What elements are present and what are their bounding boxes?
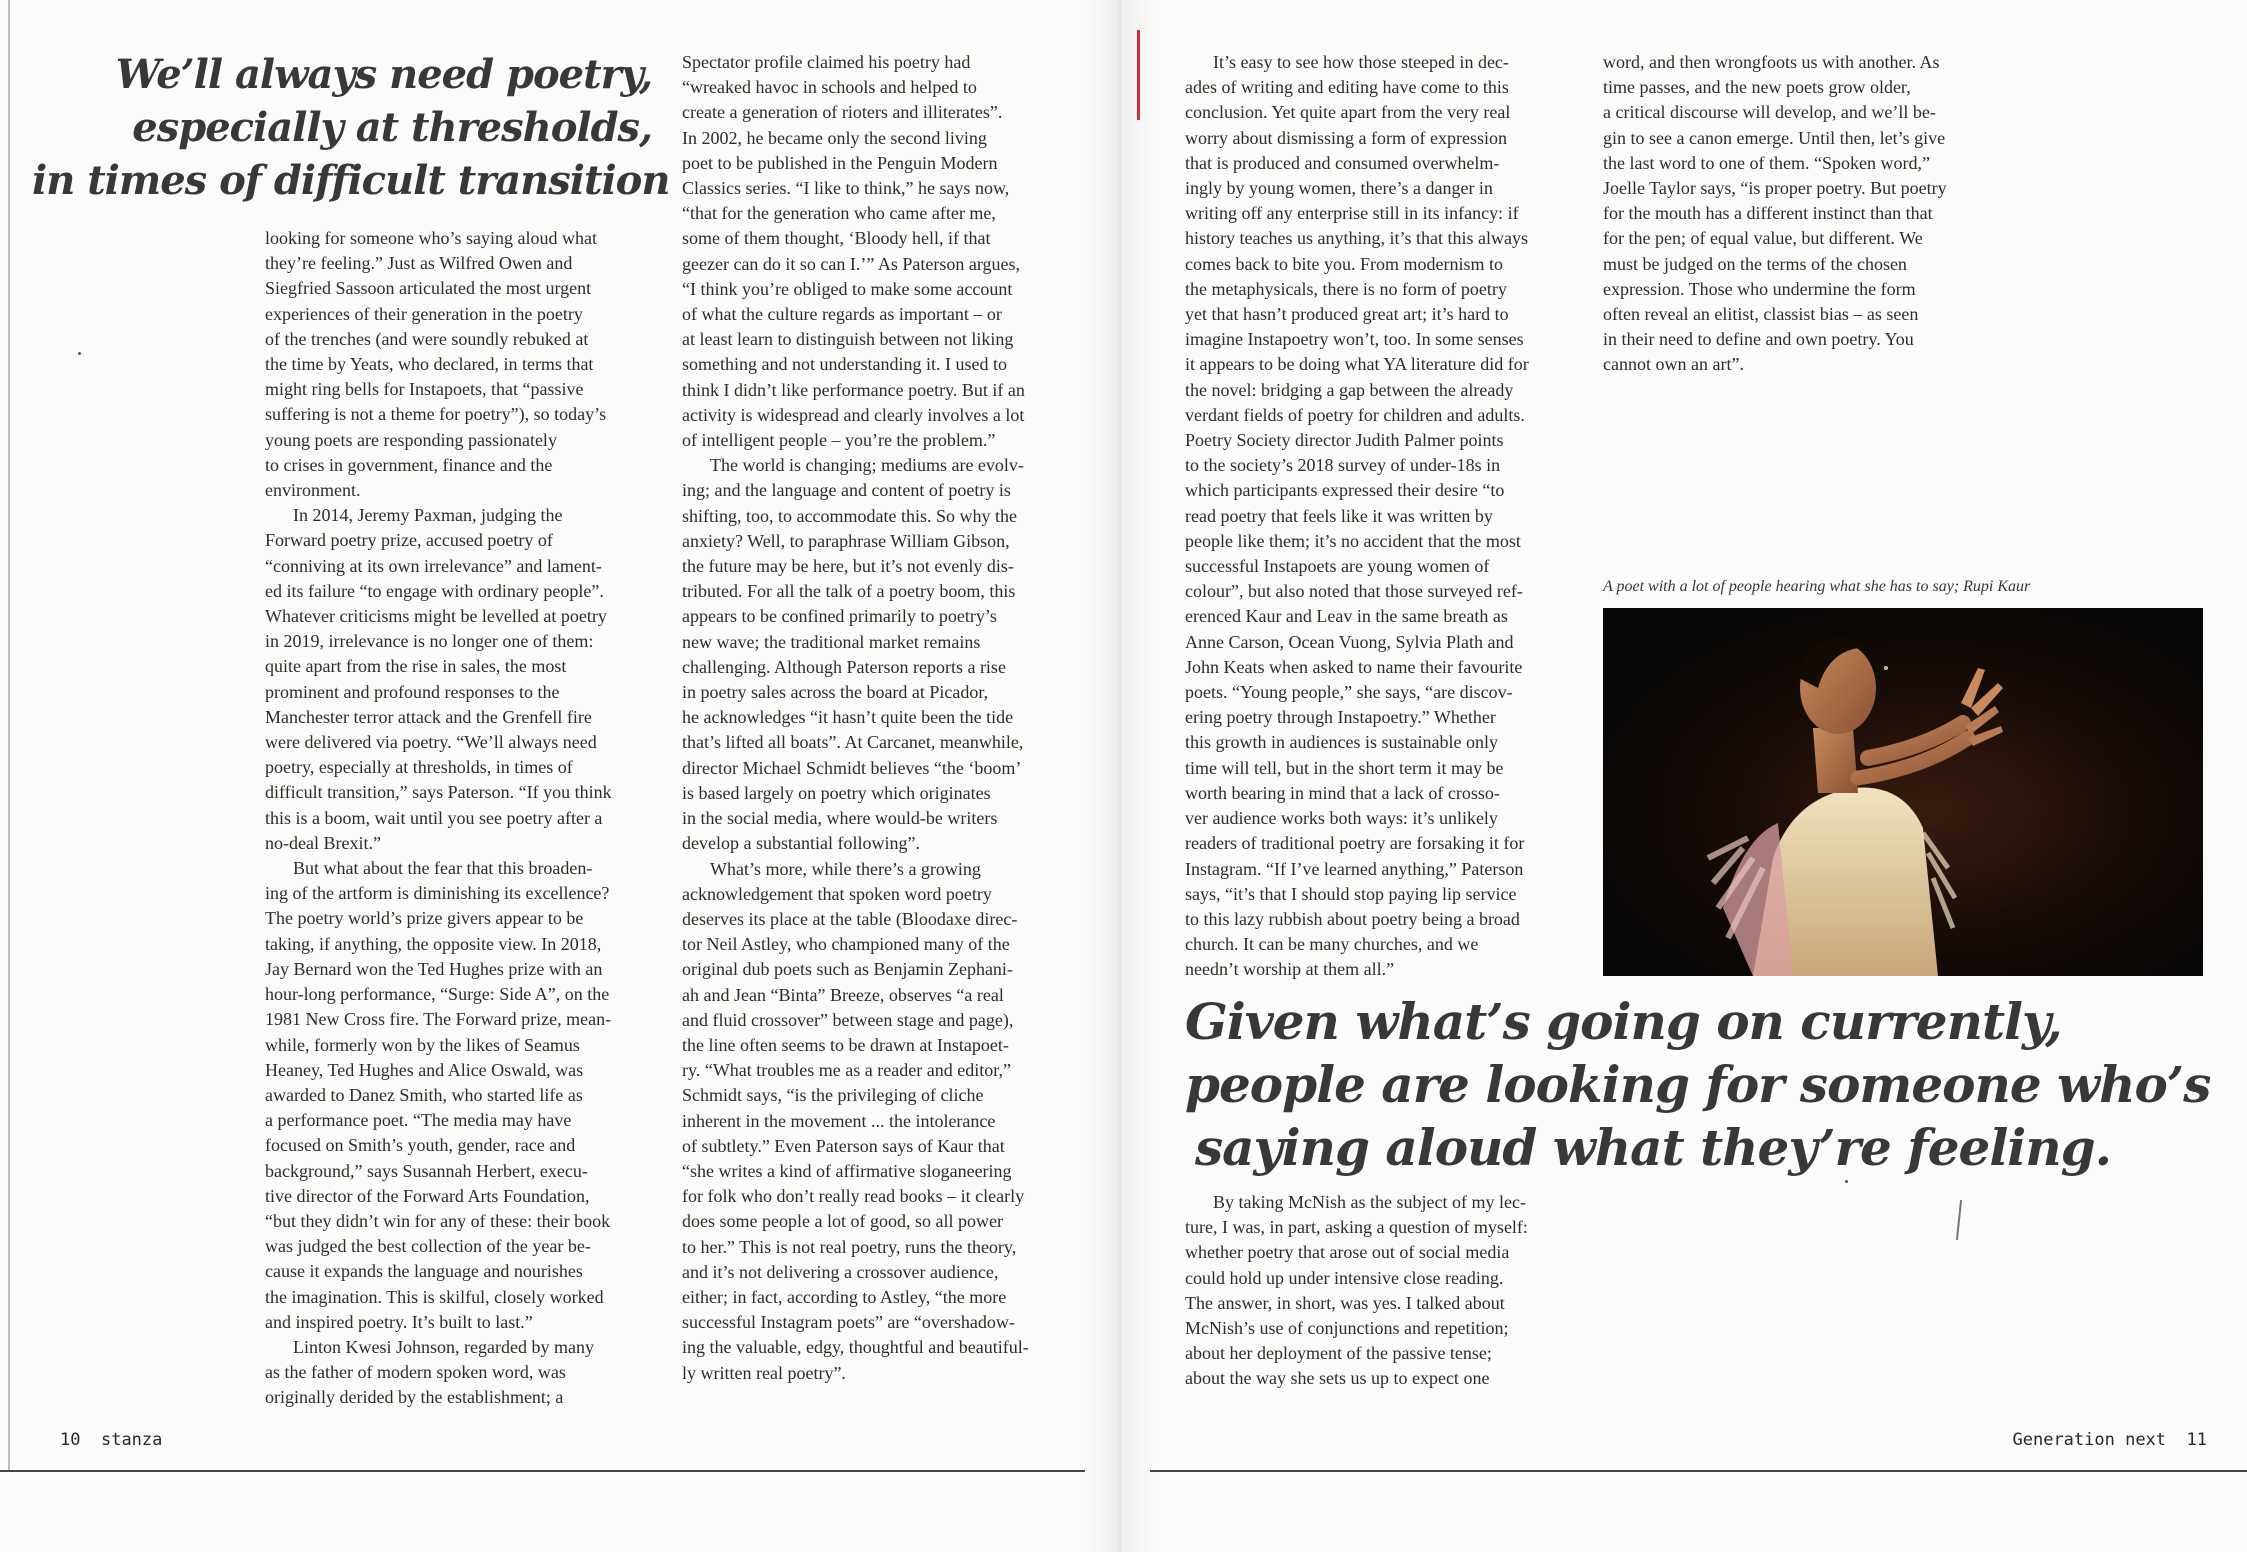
text-line: ly written real poetry”. (682, 1362, 846, 1383)
text-line: the time by Yeats, who declared, in terms that (265, 354, 594, 375)
text-line: for folk who don’t really read books – it clearly (682, 1186, 1025, 1207)
text-line: that’s lifted all boats”. At Carcanet, meanwhile, (682, 732, 1024, 753)
text-line: while, formerly won by the likes of Seamus (265, 1034, 580, 1055)
text-line: of intelligent people – you’re the problem.” (682, 430, 996, 451)
text-line: in their need to define and own poetry. You (1603, 329, 1914, 350)
text-line: focused on Smith’s youth, gender, race and (265, 1135, 576, 1156)
page-footer-right (2013, 1430, 2208, 1450)
pull-quote-line: saying aloud what they’re feeling. (1195, 1118, 2112, 1177)
text-line: ry. “What troubles me as a reader and editor,” (682, 1060, 1011, 1081)
body-paragraph (682, 453, 1082, 856)
text-line: new wave; the traditional market remains (682, 631, 981, 652)
text-line: ed its failure “to engage with ordinary people”. (265, 580, 604, 601)
text-line: says, “it’s that I should stop paying lip service (1185, 883, 1517, 904)
text-line: activity is widespread and clearly involves a lot (682, 404, 1025, 425)
text-line: hour-long performance, “Surge: Side A”, on the (265, 984, 610, 1005)
text-line: What’s more, while there’s a growing (710, 858, 981, 879)
text-line: suffering is not a theme for poetry”), so today’s (265, 404, 607, 425)
text-line: Linton Kwesi Johnson, regarded by many (293, 1336, 594, 1357)
text-line: create a generation of rioters and illiterates”. (682, 102, 1003, 123)
text-line: the last word to one of them. “Spoken word,” (1603, 152, 1930, 173)
text-line: poet to be published in the Penguin Modern (682, 152, 998, 173)
text-line: ah and Jean “Binta” Breeze, observes “a real (682, 984, 1004, 1005)
text-line: in the social media, where would-be writers (682, 808, 998, 829)
left-pull-quote (32, 48, 670, 207)
text-line: taking, if anything, the opposite view. In 2018, (265, 933, 602, 954)
text-line: erenced Kaur and Leav in the same breath as (1185, 606, 1508, 627)
text-line: gin to see a canon emerge. Until then, let’s give (1603, 127, 1946, 148)
text-line: and it’s not delivering a crossover audience, (682, 1261, 999, 1282)
body-paragraph (265, 856, 665, 1335)
text-line: Jay Bernard won the Ted Hughes prize with an (265, 958, 603, 979)
text-line: time will tell, but in the short term it may be (1185, 757, 1504, 778)
text-line: The world is changing; mediums are evolv- (710, 455, 1024, 476)
pull-quote-line: especially at thresholds, (132, 104, 652, 151)
text-line: a performance poet. “The media may have (265, 1110, 572, 1131)
page-number: 11 (2186, 1430, 2207, 1450)
magazine-name: stanza (100, 1430, 163, 1450)
text-line: writing off any enterprise still in its infancy: if (1185, 203, 1519, 224)
text-line: ingly by young women, there’s a danger in (1185, 178, 1493, 199)
text-line: The poetry world’s prize givers appear to be (265, 908, 584, 929)
text-line: awarded to Danez Smith, who started life as (265, 1084, 583, 1105)
text-line: in 2019, irrelevance is no longer one of them: (265, 631, 594, 652)
performer-photo (1603, 608, 2203, 976)
body-paragraph (682, 857, 1082, 1386)
text-line: experiences of their generation in the poetry (265, 303, 583, 324)
text-line: read poetry that feels like it was written by (1185, 505, 1493, 526)
text-line: Manchester terror attack and the Grenfell fire (265, 706, 592, 727)
text-line: appears to be confined primarily to poetry’s (682, 606, 997, 627)
left-page (0, 0, 1122, 1552)
text-line: develop a substantial following”. (682, 833, 920, 854)
text-line: for the pen; of equal value, but different. We (1603, 228, 1923, 249)
text-line: In 2014, Jeremy Paxman, judging the (293, 505, 563, 526)
text-line: environment. (265, 480, 361, 501)
text-line: of the trenches (and were soundly rebuked at (265, 328, 589, 349)
text-line: anxiety? Well, to paraphrase William Gibson, (682, 530, 1010, 551)
text-line: either; in fact, according to Astley, “the more (682, 1286, 1007, 1307)
text-line: Joelle Taylor says, “is proper poetry. But poetry (1603, 178, 1947, 199)
text-line: the future may be here, but it’s not evenly dis- (682, 556, 1014, 577)
text-line: successful Instagram poets” are “overshadow- (682, 1312, 1015, 1333)
text-line: shifting, too, to accommodate this. So why the (682, 505, 1017, 526)
text-line: think I didn’t like performance poetry. But if an (682, 379, 1025, 400)
text-line: this is a boom, wait until you see poetry after a (265, 807, 603, 828)
body-paragraph (1185, 50, 1585, 983)
text-line: to crises in government, finance and the (265, 454, 553, 475)
text-line: might ring bells for Instapoets, that “passive (265, 379, 584, 400)
page-footer-left (60, 1430, 162, 1450)
text-line: John Keats when asked to name their favourite (1185, 656, 1523, 677)
text-line: director Michael Schmidt believes “the ‘boom’ (682, 757, 1022, 778)
text-line: could hold up under intensive close reading. (1185, 1267, 1504, 1288)
text-line: as the father of modern spoken word, was (265, 1362, 566, 1383)
text-line: about the way she sets us up to expect one (1185, 1368, 1490, 1389)
text-line: must be judged on the terms of the chosen (1603, 253, 1907, 274)
right-pull-quote (1185, 990, 2211, 1179)
text-line: he acknowledges “it hasn’t quite been the tide (682, 707, 1014, 728)
text-line: Poetry Society director Judith Palmer points (1185, 430, 1504, 451)
text-line: worry about dismissing a form of expression (1185, 127, 1507, 148)
body-paragraph (1185, 1190, 1585, 1392)
text-line: was judged the best collection of the year be- (265, 1236, 591, 1257)
text-line: looking for someone who’s saying aloud what (265, 228, 597, 248)
text-line: people like them; it’s no accident that the most (1185, 530, 1521, 551)
paper-speck (1845, 1180, 1848, 1183)
text-line: It’s easy to see how those steeped in dec- (1213, 52, 1509, 72)
pull-quote-line: in times of difficult transition (32, 157, 670, 204)
text-line: the novel: bridging a gap between the already (1185, 379, 1514, 400)
article-column-2 (682, 50, 1082, 1386)
text-line: comes back to bite you. From modernism to (1185, 253, 1503, 274)
body-paragraph (265, 503, 665, 856)
gutter-red-mark (1137, 30, 1140, 120)
text-line: By taking McNish as the subject of my lec- (1213, 1192, 1526, 1212)
text-line: poets. “Young people,” she says, “are discov- (1185, 682, 1513, 703)
text-line: Schmidt says, “is the privileging of cliche (682, 1085, 984, 1106)
text-line: But what about the fear that this broaden- (293, 858, 593, 879)
paper-speck (78, 352, 81, 355)
text-line: in poetry sales across the board at Picador, (682, 682, 989, 703)
text-line: conclusion. Yet quite apart from the very real (1185, 102, 1511, 123)
text-line: “wreaked havoc in schools and helped to (682, 77, 977, 98)
body-paragraph (682, 50, 1082, 453)
article-column-3 (1185, 50, 1585, 983)
text-line: does some people a lot of good, so all power (682, 1211, 1003, 1232)
text-line: acknowledgement that spoken word poetry (682, 883, 992, 904)
text-line: background,” says Susannah Herbert, execu- (265, 1160, 588, 1181)
photo-caption: A poet with a lot of people hearing what she has to say; Rupi Kaur (1603, 578, 2031, 595)
text-line: time passes, and the new poets grow older, (1603, 77, 1911, 98)
text-line: which participants expressed their desire “to (1185, 480, 1505, 501)
text-line: ing; and the language and content of poetry is (682, 480, 1011, 501)
text-line: the line often seems to be drawn at Instapoet- (682, 1034, 1009, 1055)
text-line: “that for the generation who came after me, (682, 203, 996, 224)
text-line: difficult transition,” says Paterson. “If you think (265, 782, 612, 803)
text-line: Forward poetry prize, accused poetry of (265, 530, 553, 551)
text-line: to this lazy rubbish about poetry being a broad (1185, 908, 1520, 929)
text-line: to the society’s 2018 survey of under-18s in (1185, 455, 1501, 476)
text-line: 1981 New Cross fire. The Forward prize, mean- (265, 1009, 612, 1030)
page-number: 10 (60, 1430, 81, 1450)
text-line: imagine Instapoetry won’t, too. In some senses (1185, 329, 1524, 350)
text-line: word, and then wrongfoots us with another. As (1603, 52, 1940, 72)
text-line: a critical discourse will develop, and we’ll be- (1603, 102, 1936, 123)
text-line: tributed. For all the talk of a poetry boom, this (682, 581, 1016, 602)
text-line: needn’t worship at them all.” (1185, 959, 1395, 980)
text-line: In 2002, he became only the second living (682, 127, 987, 148)
text-line: were delivered via poetry. “We’ll always need (265, 732, 597, 753)
text-line: cause it expands the language and nourishes (265, 1261, 583, 1282)
text-line: The answer, in short, was yes. I talked about (1185, 1292, 1505, 1313)
text-line: “she writes a kind of affirmative sloganeering (682, 1160, 1012, 1181)
text-line: ing of the artform is diminishing its excellence? (265, 883, 610, 904)
text-line: that is produced and consumed overwhelm- (1185, 152, 1500, 173)
text-line: of what the culture regards as important – or (682, 304, 1002, 325)
outer-edge-left (8, 0, 10, 1470)
text-line: ver audience works both ways: it’s unlikely (1185, 808, 1498, 829)
text-line: “but they didn’t win for any of these: their book (265, 1210, 611, 1231)
text-line: is based largely on poetry which originates (682, 782, 991, 803)
text-line: and inspired poetry. It’s built to last.” (265, 1311, 533, 1332)
text-line: Classics series. “I like to think,” he says now, (682, 178, 1010, 199)
text-line: geezer can do it so can I.’” As Paterson argues, (682, 253, 1021, 274)
text-line: challenging. Although Paterson reports a rise (682, 656, 1006, 677)
text-line: inherent in the movement ... the intolerance (682, 1110, 996, 1131)
text-line: Whatever criticisms might be levelled at poetry (265, 606, 607, 627)
text-line: deserves its place at the table (Bloodaxe direc- (682, 908, 1018, 929)
pull-quote-line: Given what’s going on currently, (1185, 992, 2062, 1051)
article-column-5 (1185, 1190, 1585, 1392)
text-line: prominent and profound responses to the (265, 681, 560, 702)
section-name: Generation next (2012, 1430, 2167, 1450)
text-line: whether poetry that arose out of social media (1185, 1242, 1510, 1263)
article-column-1 (265, 226, 665, 1411)
text-line: about her deployment of the passive tense; (1185, 1343, 1492, 1364)
text-line: poetry, especially at thresholds, in times of (265, 757, 573, 778)
performer-illustration (1603, 608, 2203, 976)
text-line: the imagination. This is skilful, closely worked (265, 1286, 604, 1307)
text-line: no-deal Brexit.” (265, 832, 381, 853)
text-line: cannot own an art”. (1603, 354, 1744, 375)
text-line: for the mouth has a different instinct than that (1603, 203, 1933, 224)
text-line: worth bearing in mind that a lack of crosso- (1185, 782, 1500, 803)
bottom-edge-left (0, 1470, 1085, 1472)
text-line: original dub poets such as Benjamin Zephani- (682, 959, 1013, 980)
text-line: something and not understanding it. I used to (682, 354, 1007, 375)
text-line: this growth in audiences is sustainable only (1185, 732, 1498, 753)
bottom-edge-right (1150, 1470, 2247, 1472)
text-line: readers of traditional poetry are forsaking it for (1185, 833, 1525, 854)
text-line: the metaphysicals, there is no form of poetry (1185, 278, 1507, 299)
text-line: verdant fields of poetry for children and adults. (1185, 404, 1525, 425)
pull-quote-line: We’ll always need poetry, (115, 51, 652, 98)
text-line: ture, I was, in part, asking a question of myself: (1185, 1217, 1528, 1238)
text-line: “I think you’re obliged to make some account (682, 278, 1013, 299)
text-line: ades of writing and editing have come to this (1185, 77, 1509, 98)
text-line: expression. Those who undermine the form (1603, 278, 1916, 299)
body-paragraph (265, 1335, 665, 1411)
text-line: Instagram. “If I’ve learned anything,” Paterson (1185, 858, 1524, 879)
text-line: tive director of the Forward Arts Foundation, (265, 1185, 590, 1206)
text-line: colour”, but also noted that those surveyed ref- (1185, 581, 1523, 602)
text-line: church. It can be many churches, and we (1185, 934, 1479, 955)
text-line: Siegfried Sassoon articulated the most urgent (265, 278, 592, 299)
article-column-4 (1603, 50, 2003, 378)
pull-quote-line: people are looking for someone who’s (1185, 1055, 2211, 1114)
text-line: they’re feeling.” Just as Wilfred Owen and (265, 253, 573, 274)
text-line: often reveal an elitist, classist bias – as seen (1603, 304, 1919, 325)
body-paragraph (265, 226, 665, 503)
text-line: successful Instapoets are young women of (1185, 556, 1490, 577)
text-line: ering poetry through Instapoetry.” Whether (1185, 707, 1496, 728)
text-line: yet that hasn’t produced great art; it’s hard to (1185, 304, 1509, 325)
text-line: at least learn to distinguish between not liking (682, 329, 1014, 350)
text-line: McNish’s use of conjunctions and repetition; (1185, 1318, 1509, 1339)
text-line: history teaches us anything, it’s that this always (1185, 228, 1528, 249)
right-page (1125, 0, 2247, 1552)
text-line: originally derided by the establishment; a (265, 1387, 564, 1408)
text-line: Heaney, Ted Hughes and Alice Oswald, was (265, 1059, 584, 1080)
text-line: and fluid crossover” between stage and page), (682, 1009, 1014, 1030)
text-line: quite apart from the rise in sales, the most (265, 656, 567, 677)
text-line: of subtlety.” Even Paterson says of Kaur that (682, 1135, 1005, 1156)
text-line: tor Neil Astley, who championed many of the (682, 934, 1010, 955)
body-paragraph (1603, 50, 2003, 378)
text-line: some of them thought, ‘Bloody hell, if that (682, 228, 991, 249)
binding-gutter (1085, 0, 1155, 1552)
text-line: it appears to be doing what YA literature did for (1185, 354, 1529, 375)
text-line: young poets are responding passionately (265, 429, 557, 450)
text-line: “conniving at its own irrelevance” and lament- (265, 555, 602, 576)
text-line: Anne Carson, Ocean Vuong, Sylvia Plath and (1185, 631, 1514, 652)
text-line: to her.” This is not real poetry, runs the theory, (682, 1236, 1017, 1257)
text-line: ing the valuable, edgy, thoughtful and beautiful- (682, 1337, 1029, 1358)
text-line: Spectator profile claimed his poetry had (682, 52, 971, 72)
